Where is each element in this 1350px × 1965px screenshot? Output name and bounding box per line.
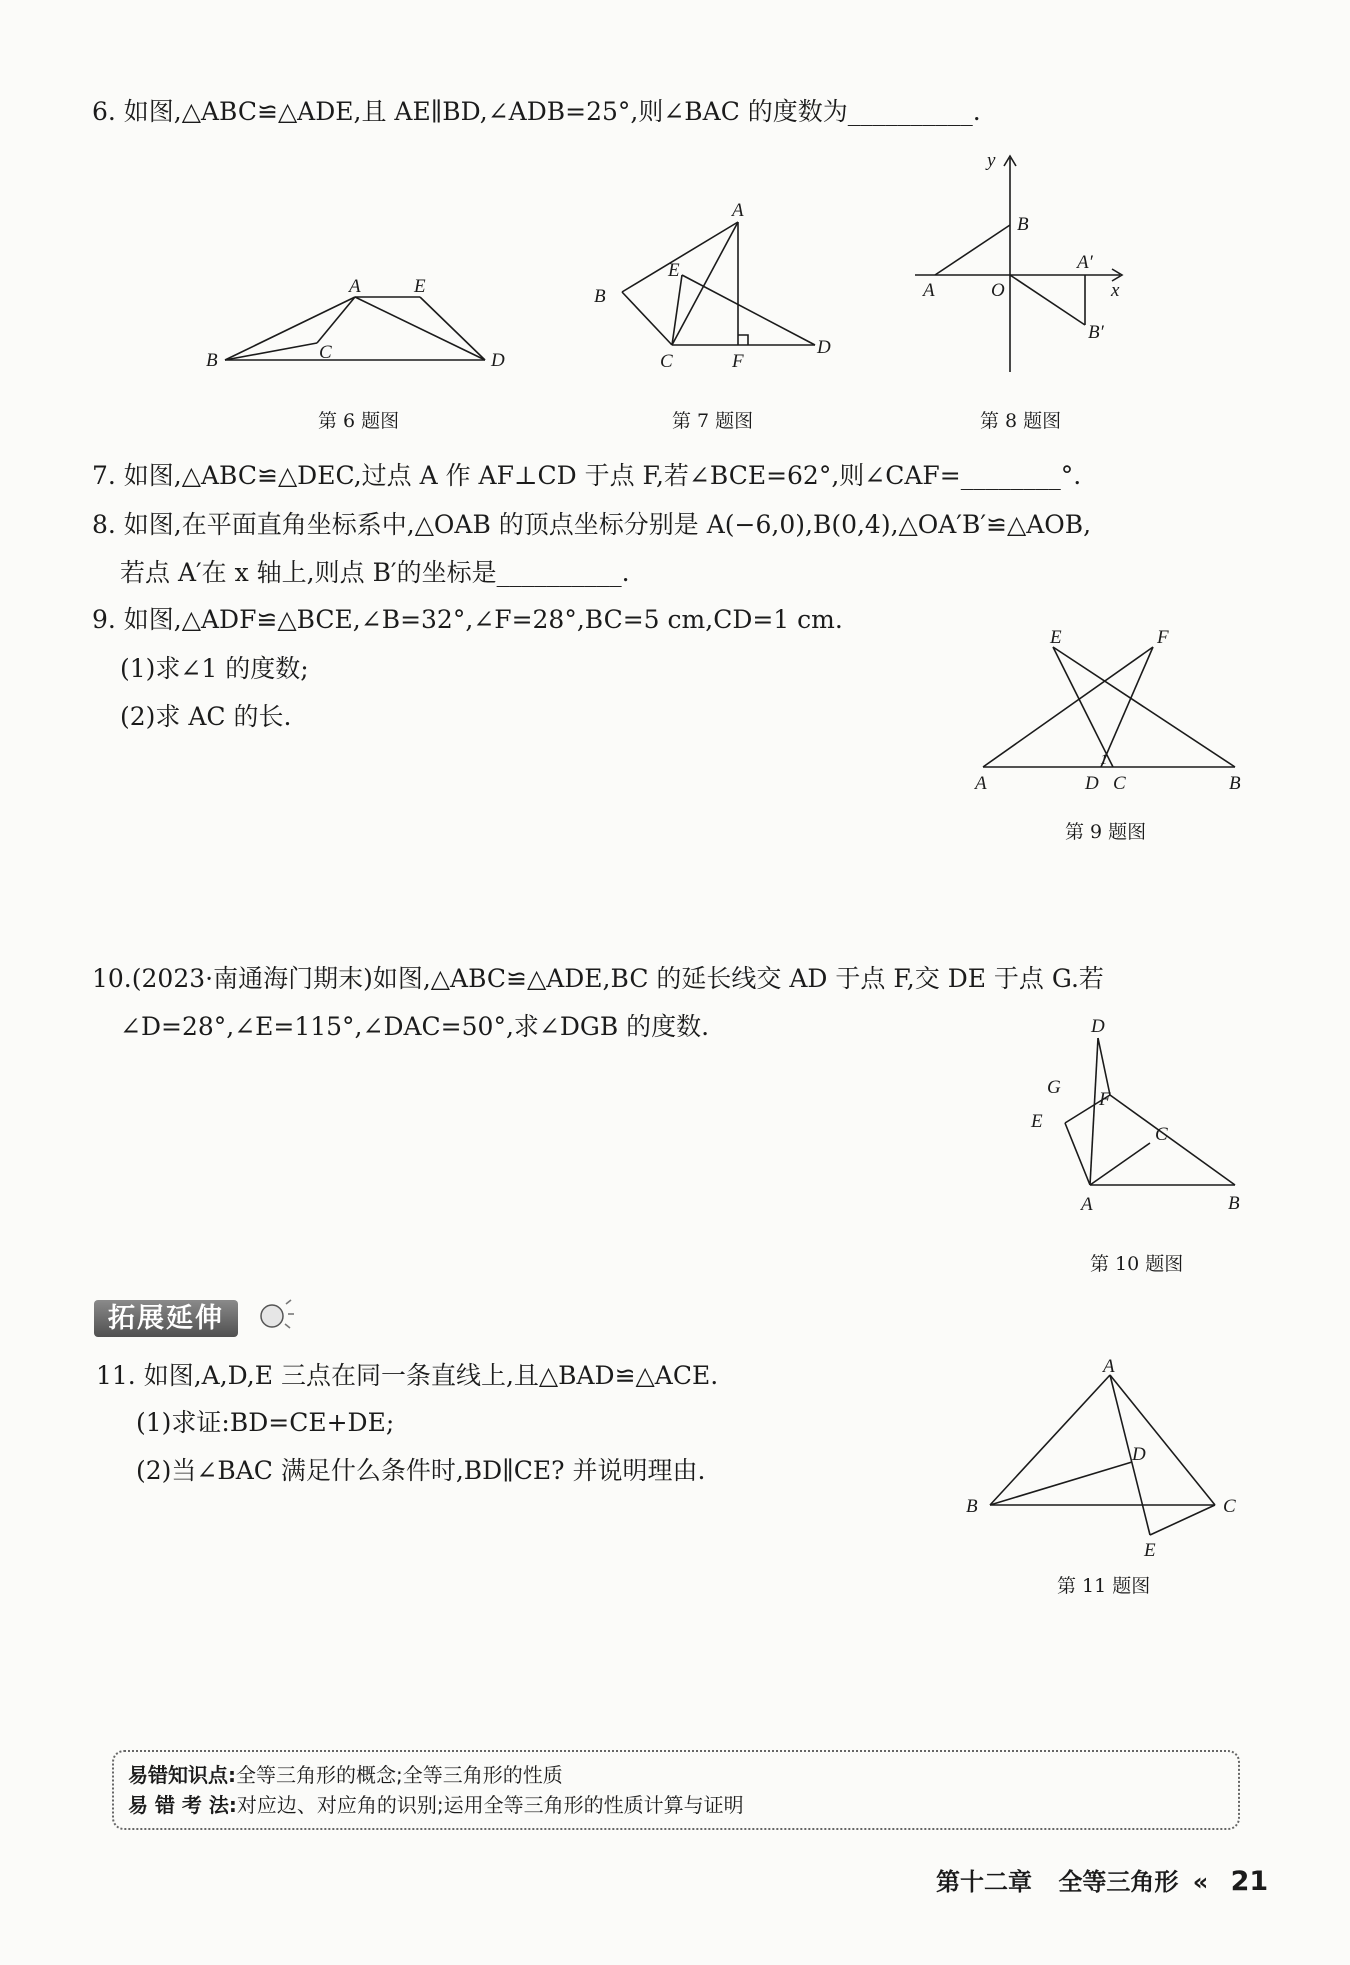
question-10-cont: ∠D=28°,∠E=115°,∠DAC=50°,求∠DGB 的度数.: [120, 1012, 710, 1041]
caption-fig8: 第 8 题图: [980, 410, 1062, 432]
note-method-label: 易 错 考 法:: [128, 1793, 237, 1817]
section-title: 拓展延伸: [94, 1300, 238, 1337]
note-knowledge-row: [128, 1760, 1224, 1790]
fig10-label: F: [1099, 1089, 1111, 1110]
footer-title: 全等三角形: [1058, 1868, 1179, 1896]
fig7-label: D: [817, 337, 831, 358]
fig10-label: E: [1031, 1111, 1043, 1132]
caption-fig7: 第 7 题图: [672, 410, 754, 432]
fig10-label: B: [1228, 1193, 1240, 1214]
question-9-part1: (1)求∠1 的度数;: [120, 654, 309, 683]
fig6-label: B: [206, 350, 218, 371]
question-11-part2: (2)当∠BAC 满足什么条件时,BD∥CE? 并说明理由.: [136, 1456, 706, 1485]
caption-fig10: 第 10 题图: [1090, 1253, 1184, 1275]
fig11-label: D: [1132, 1444, 1146, 1465]
lightbulb-icon: [256, 1298, 296, 1338]
fig9-label: C: [1113, 773, 1126, 794]
fig9-label: D: [1085, 773, 1099, 794]
caption-fig11: 第 11 题图: [1057, 1575, 1151, 1597]
question-8-cont: 若点 A′在 x 轴上,则点 B′的坐标是__________.: [120, 558, 630, 587]
footer-chapter: 第十二章: [936, 1868, 1032, 1896]
figure-6: [200, 270, 530, 380]
page-number: 21: [1230, 1866, 1269, 1897]
fig7-label: A: [732, 200, 744, 221]
question-11-part1: (1)求证:BD=CE+DE;: [136, 1408, 395, 1437]
question-9: 9. 如图,△ADF≌△BCE,∠B=32°,∠F=28°,BC=5 cm,CD=1 cm.: [92, 605, 843, 634]
footer-arrows-icon: «: [1192, 1868, 1209, 1896]
question-8: 8. 如图,在平面直角坐标系中,△OAB 的顶点坐标分别是 A(−6,0),B(0,4),△OA′B′≌△AOB,: [92, 510, 1092, 539]
fig8-label: x: [1111, 280, 1120, 301]
note-method-text: 对应边、对应角的识别;运用全等三角形的性质计算与证明: [236, 1793, 744, 1817]
fig10-label: A: [1081, 1194, 1093, 1215]
error-notes-box: [112, 1750, 1240, 1830]
figure-11: [960, 1356, 1250, 1561]
fig11-label: E: [1144, 1540, 1156, 1561]
fig9-label: B: [1229, 773, 1241, 794]
figure-8: [905, 150, 1135, 380]
fig6-label: E: [414, 276, 426, 297]
figure-9: [965, 625, 1255, 795]
fig9-label: F: [1157, 627, 1169, 648]
fig11-label: A: [1103, 1356, 1115, 1377]
fig9-label: 1: [1100, 752, 1108, 768]
fig9-label: E: [1050, 627, 1062, 648]
figure-7: [590, 200, 840, 370]
fig8-label: B′: [1088, 322, 1104, 343]
question-11: 11. 如图,A,D,E 三点在同一条直线上,且△BAD≌△ACE.: [96, 1361, 719, 1390]
fig8-label: B: [1017, 214, 1029, 235]
caption-fig6: 第 6 题图: [318, 410, 400, 432]
note-knowledge-text: 全等三角形的概念;全等三角形的性质: [236, 1763, 563, 1787]
fig10-label: C: [1155, 1124, 1168, 1145]
page-footer: [936, 1862, 1268, 1897]
fig7-label: C: [660, 351, 673, 372]
fig8-label: A: [923, 280, 935, 301]
question-10: 10.(2023·南通海门期末)如图,△ABC≌△ADE,BC 的延长线交 AD 于点 F,交 DE 于点 G.若: [92, 964, 1104, 993]
fig11-label: B: [966, 1496, 978, 1517]
fig8-label: y: [987, 150, 996, 171]
note-method-row: [128, 1790, 1224, 1820]
fig10-label: D: [1091, 1016, 1105, 1037]
fig8-label: A′: [1077, 252, 1093, 273]
fig7-label: E: [668, 260, 680, 281]
fig6-label: D: [491, 350, 505, 371]
figure-10: [1025, 1010, 1250, 1225]
question-6: 6. 如图,△ABC≌△ADE,且 AE∥BD,∠ADB=25°,则∠BAC 的度数为__________.: [92, 97, 981, 126]
fig11-label: C: [1223, 1496, 1236, 1517]
fig8-label: O: [991, 280, 1005, 301]
note-knowledge-label: 易错知识点:: [128, 1763, 236, 1787]
fig6-label: A: [349, 276, 361, 297]
fig7-label: F: [732, 351, 744, 372]
fig9-label: A: [975, 773, 987, 794]
question-7: 7. 如图,△ABC≌△DEC,过点 A 作 AF⊥CD 于点 F,若∠BCE=62°,则∠CAF=________°.: [92, 461, 1082, 490]
fig7-label: B: [594, 286, 606, 307]
section-header: [94, 1296, 238, 1335]
fig10-label: G: [1047, 1077, 1061, 1098]
question-9-part2: (2)求 AC 的长.: [120, 702, 292, 731]
fig6-label: C: [319, 342, 332, 363]
caption-fig9: 第 9 题图: [1065, 821, 1147, 843]
